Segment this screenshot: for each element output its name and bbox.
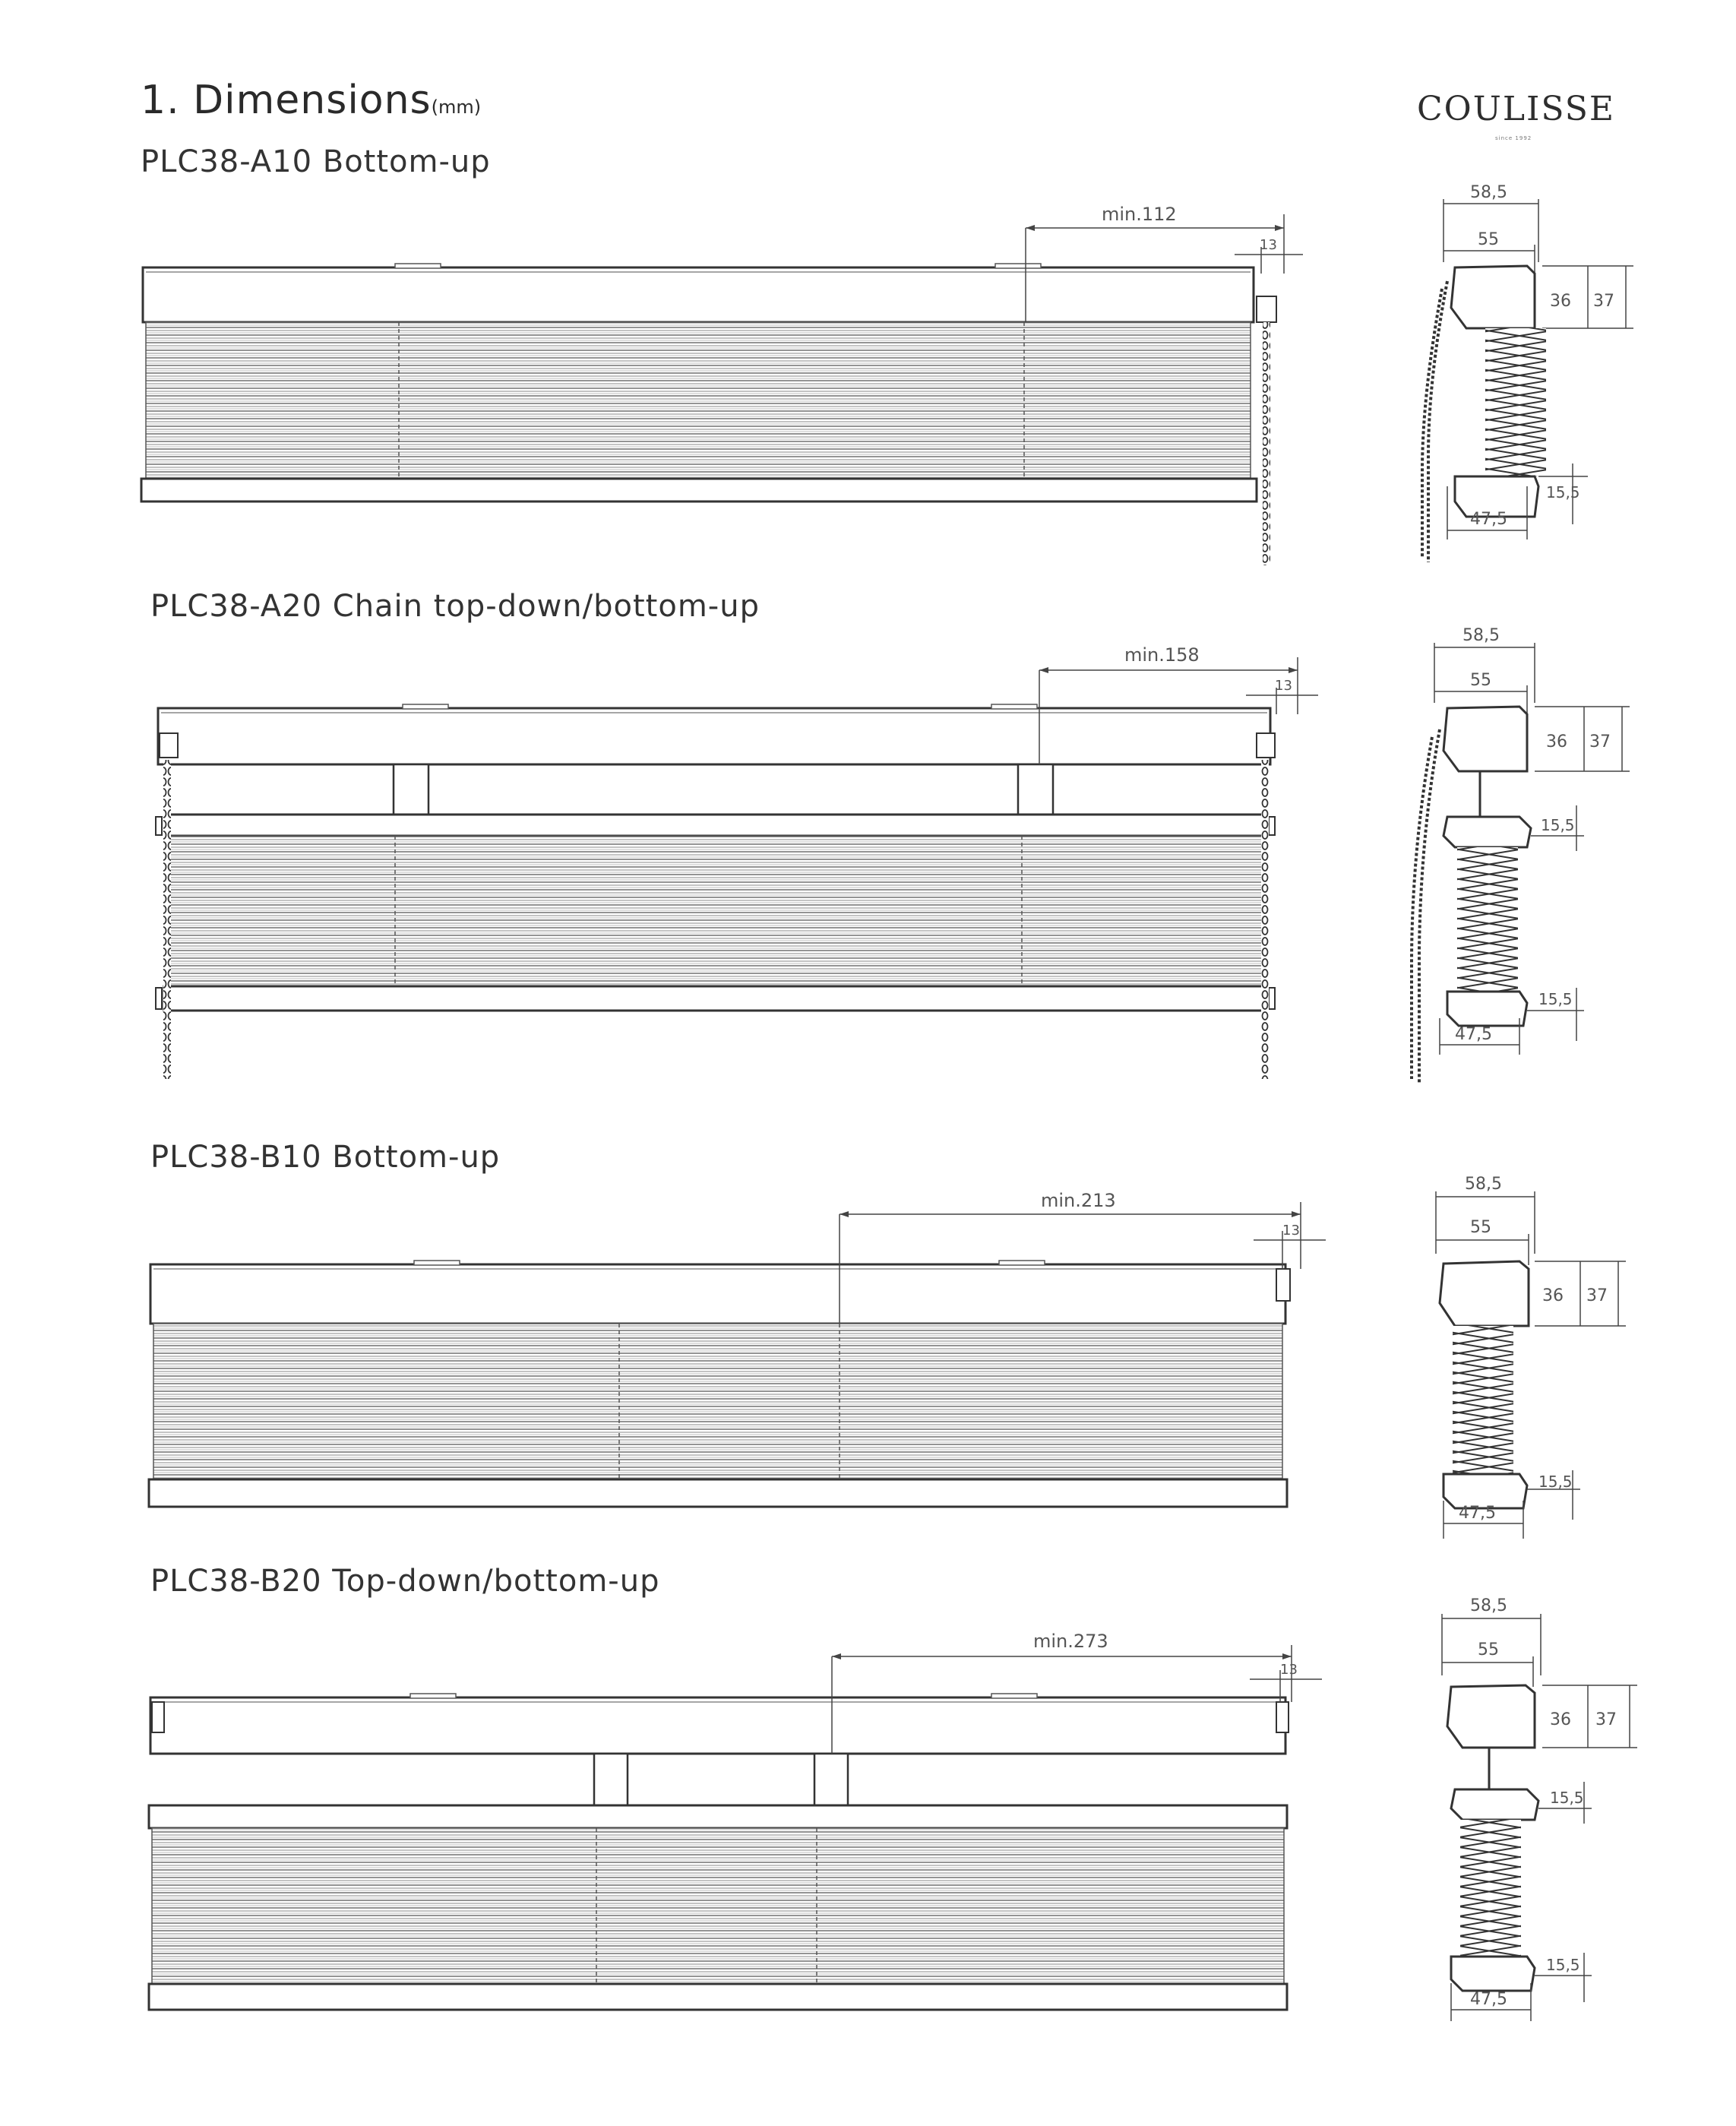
min-label-a10: min.112 <box>1102 204 1177 225</box>
side-profile-b10 <box>1436 1175 1626 1539</box>
profile-depth-outer-a10: 58,5 <box>1470 183 1507 202</box>
profile-mid-rail-a20: 15,5 <box>1541 816 1575 834</box>
profile-depth-inner-a20: 55 <box>1470 671 1491 690</box>
profile-height-outer-a10: 37 <box>1593 292 1614 311</box>
section-title-b10: PLC38-B10 Bottom-up <box>150 1140 501 1175</box>
page-title: 1. Dimensions(mm) <box>141 78 482 123</box>
front-view-b20 <box>149 1631 1322 2010</box>
profile-bottom-width-b10: 47,5 <box>1459 1504 1496 1523</box>
min-label-a20: min.158 <box>1124 644 1200 666</box>
profile-bottom-rail-a20: 15,5 <box>1538 990 1573 1008</box>
profile-height-outer-a20: 37 <box>1589 732 1611 751</box>
profile-depth-inner-b10: 55 <box>1470 1218 1491 1237</box>
side-profile-a20 <box>1412 626 1630 1083</box>
profile-bottom-rail-b20: 15,5 <box>1546 1956 1580 1974</box>
profile-bottom-width-b20: 47,5 <box>1470 1990 1507 2009</box>
section-title-a10: PLC38-A10 Bottom-up <box>141 144 491 179</box>
profile-depth-inner-b20: 55 <box>1478 1640 1499 1659</box>
min-label-b10: min.213 <box>1041 1190 1116 1211</box>
side-profile-b20 <box>1442 1596 1637 2021</box>
profile-bottom-width-a20: 47,5 <box>1455 1025 1492 1044</box>
profile-depth-outer-b20: 58,5 <box>1470 1596 1507 1615</box>
brand-logo: COULISSE <box>1417 90 1616 128</box>
profile-height-inner-a20: 36 <box>1546 732 1567 751</box>
offset-label-b10: 13 <box>1282 1223 1300 1239</box>
profile-bottom-rail-a10: 15,5 <box>1546 483 1580 501</box>
offset-label-a10: 13 <box>1260 237 1277 253</box>
profile-height-outer-b20: 37 <box>1595 1710 1617 1729</box>
profile-bottom-rail-b10: 15,5 <box>1538 1473 1573 1491</box>
front-view-a20 <box>156 644 1318 1079</box>
profile-depth-inner-a10: 55 <box>1478 230 1499 249</box>
side-profile-a10 <box>1422 183 1633 562</box>
profile-height-inner-a10: 36 <box>1550 292 1571 311</box>
profile-height-inner-b20: 36 <box>1550 1710 1571 1729</box>
offset-label-b20: 13 <box>1280 1662 1298 1678</box>
brand-tagline: since 1992 <box>1495 135 1532 141</box>
profile-height-inner-b10: 36 <box>1542 1286 1564 1305</box>
profile-mid-rail-b20: 15,5 <box>1550 1789 1584 1807</box>
offset-label-a20: 13 <box>1275 678 1292 694</box>
profile-bottom-width-a10: 47,5 <box>1470 510 1507 529</box>
section-title-a20: PLC38-A20 Chain top-down/bottom-up <box>150 589 760 624</box>
profile-depth-outer-b10: 58,5 <box>1465 1175 1502 1194</box>
front-view-b10 <box>149 1190 1326 1507</box>
profile-depth-outer-a20: 58,5 <box>1462 626 1500 645</box>
min-label-b20: min.273 <box>1033 1631 1108 1652</box>
profile-height-outer-b10: 37 <box>1586 1286 1608 1305</box>
front-view-a10 <box>141 204 1303 565</box>
section-title-b20: PLC38-B20 Top-down/bottom-up <box>150 1564 660 1599</box>
